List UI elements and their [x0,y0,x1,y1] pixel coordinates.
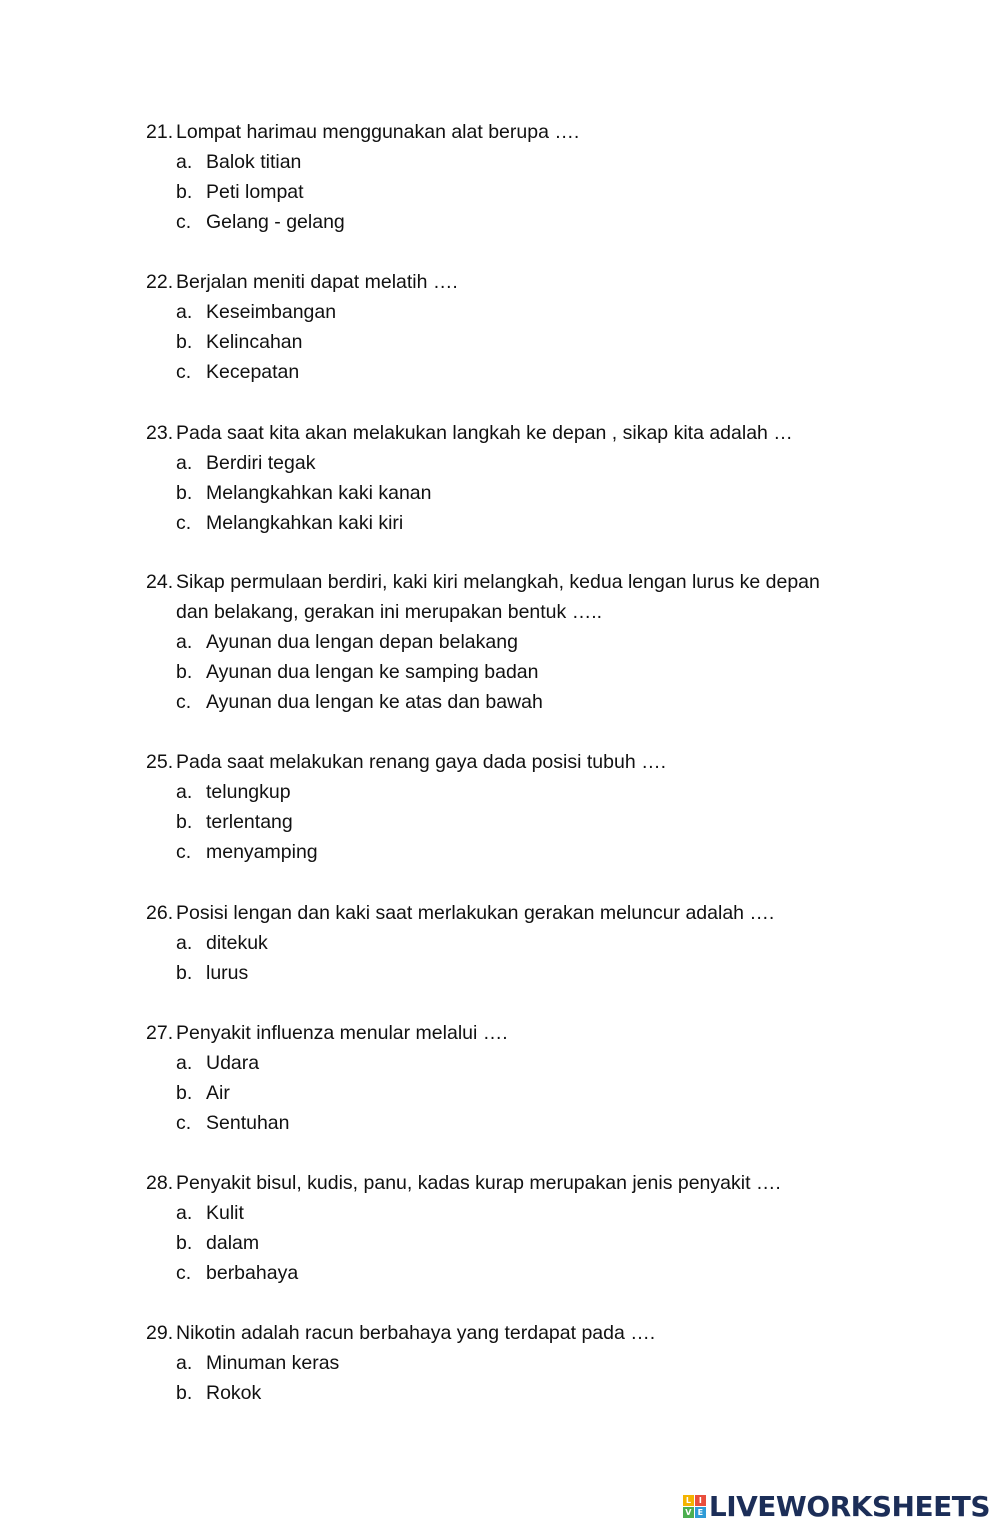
option-letter: c. [176,691,192,714]
option-item [146,448,886,478]
option-letter: b. [176,482,193,505]
question-number: 29. [146,1322,174,1344]
question-text: Sikap permulaan berdiri, kaki kiri melangkah, kedua lengan lurus ke depan [176,571,820,593]
option-letter: a. [176,781,193,804]
option-text: Berdiri tegak [206,452,316,475]
option-letter: a. [176,1202,193,1225]
question-number: 27. [146,1022,174,1044]
option-letter: a. [176,932,193,955]
option-item [146,777,886,807]
option-text: Ayunan dua lengan ke atas dan bawah [206,691,543,714]
logo-tile: V [683,1507,694,1518]
option-letter: a. [176,631,193,654]
option-letter: b. [176,1382,193,1405]
logo-tile: E [695,1507,706,1518]
option-text: Melangkahkan kaki kiri [206,512,404,535]
question-24 [146,567,886,717]
option-letter: b. [176,661,193,684]
question-22 [146,267,886,387]
option-text: Kecepatan [206,361,300,384]
option-text: terlentang [206,811,293,834]
question-number: 25. [146,751,174,773]
option-letter: c. [176,1112,192,1135]
option-item [146,1378,886,1408]
option-letter: a. [176,151,193,174]
option-letter: c. [176,512,192,535]
option-text: dalam [206,1232,260,1255]
question-28 [146,1168,886,1288]
option-item [146,928,886,958]
logo-text: LIVEWORKSHEETS [708,1490,990,1523]
option-letter: a. [176,1052,193,1075]
option-item [146,478,886,508]
option-item [146,807,886,837]
option-text: berbahaya [206,1262,299,1285]
question-number: 24. [146,571,174,593]
option-text: Air [206,1082,230,1105]
question-number: 22. [146,271,174,293]
option-item [146,177,886,207]
question-29 [146,1318,886,1408]
option-text: Kelincahan [206,331,303,354]
question-number: 23. [146,422,174,444]
option-item [146,1258,886,1288]
option-text: Gelang - gelang [206,211,345,234]
option-letter: b. [176,962,193,985]
question-number: 21. [146,121,174,143]
liveworksheets-logo-icon [683,1495,706,1518]
option-text: menyamping [206,841,318,864]
option-text: Rokok [206,1382,262,1405]
option-letter: c. [176,841,192,864]
option-text: Minuman keras [206,1352,340,1375]
option-item [146,687,886,717]
option-item [146,147,886,177]
option-text: Melangkahkan kaki kanan [206,482,432,505]
option-letter: c. [176,361,192,384]
question-25 [146,747,886,867]
question-21 [146,117,886,237]
option-text: telungkup [206,781,291,804]
option-text: Keseimbangan [206,301,337,324]
question-26 [146,898,886,988]
question-text: Nikotin adalah racun berbahaya yang terdapat pada …. [176,1322,656,1344]
logo-tile: L [683,1495,694,1506]
option-item [146,1108,886,1138]
option-item [146,1198,886,1228]
option-item [146,1348,886,1378]
option-text: Kulit [206,1202,244,1225]
question-text: Lompat harimau menggunakan alat berupa …. [176,121,580,143]
option-text: lurus [206,962,249,985]
option-item [146,657,886,687]
option-text: Peti lompat [206,181,304,204]
question-23 [146,418,886,538]
option-text: Ayunan dua lengan depan belakang [206,631,518,654]
liveworksheets-logo[interactable] [683,1490,990,1523]
option-text: Sentuhan [206,1112,290,1135]
question-text: Penyakit influenza menular melalui …. [176,1022,508,1044]
option-letter: b. [176,1082,193,1105]
option-text: Udara [206,1052,260,1075]
option-letter: b. [176,811,193,834]
option-letter: b. [176,1232,193,1255]
question-text: Berjalan meniti dapat melatih …. [176,271,458,293]
option-item [146,357,886,387]
option-item [146,1078,886,1108]
option-item [146,1228,886,1258]
option-item [146,837,886,867]
logo-tile: I [695,1495,706,1506]
question-number: 26. [146,902,174,924]
option-letter: a. [176,301,193,324]
option-item [146,327,886,357]
option-letter: b. [176,181,193,204]
question-text: Posisi lengan dan kaki saat merlakukan gerakan meluncur adalah …. [176,902,775,924]
question-text: Pada saat kita akan melakukan langkah ke depan , sikap kita adalah … [176,422,793,444]
question-text-continued: dan belakang, gerakan ini merupakan bentuk ….. [176,601,603,624]
question-text: Penyakit bisul, kudis, panu, kadas kurap merupakan jenis penyakit …. [176,1172,781,1194]
question-27 [146,1018,886,1138]
option-letter: a. [176,452,193,475]
option-item [146,297,886,327]
option-item [146,958,886,988]
option-item [146,508,886,538]
option-item [146,1048,886,1078]
option-letter: a. [176,1352,193,1375]
option-item [146,627,886,657]
option-text: Ayunan dua lengan ke samping badan [206,661,539,684]
question-text: Pada saat melakukan renang gaya dada posisi tubuh …. [176,751,666,773]
option-item [146,207,886,237]
question-number: 28. [146,1172,174,1194]
option-text: ditekuk [206,932,268,955]
option-text: Balok titian [206,151,302,174]
option-letter: c. [176,1262,192,1285]
option-letter: b. [176,331,193,354]
option-letter: c. [176,211,192,234]
